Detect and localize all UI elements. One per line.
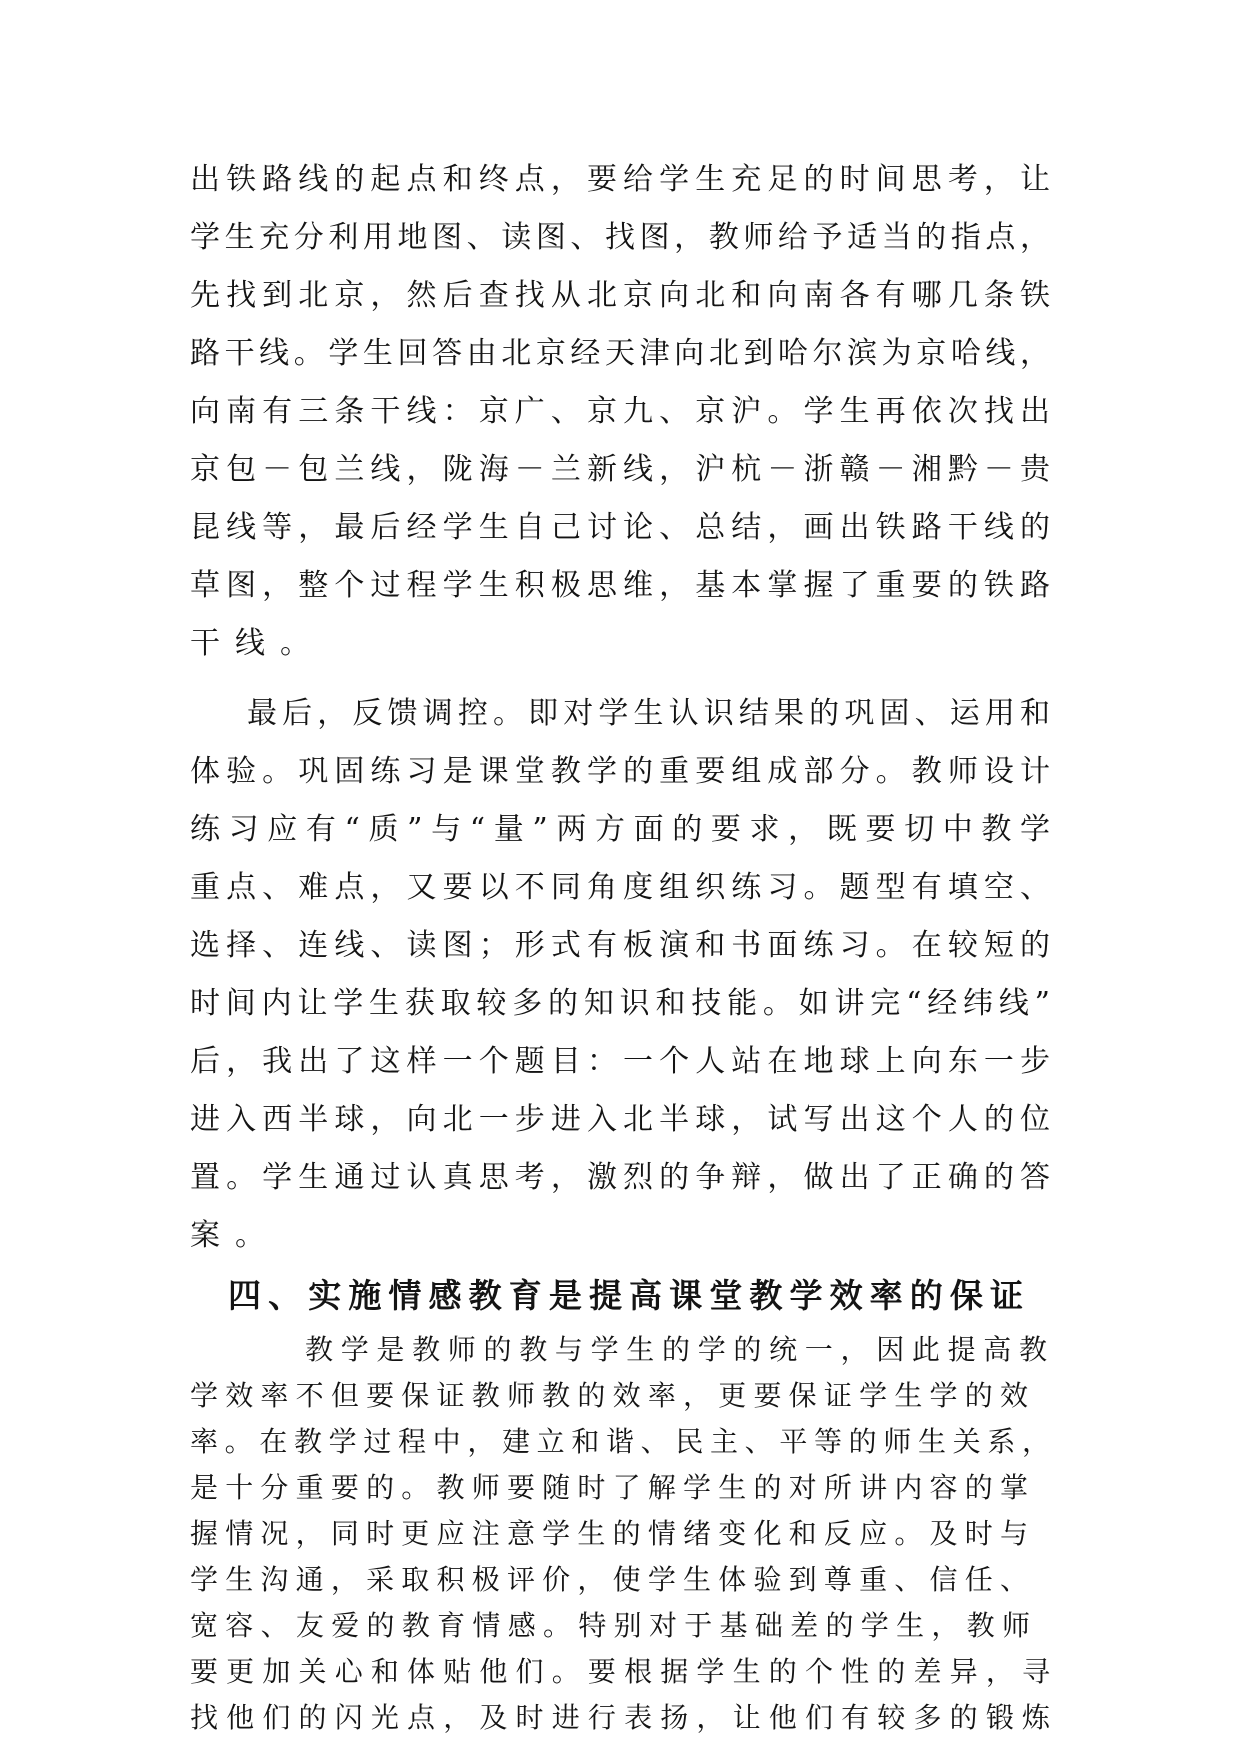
paragraph-2-line-6: 时间内让学生获取较多的知识和技能。如讲完“经纬线” <box>190 986 1050 1021</box>
section-heading: 四、实施情感教育是提高课堂教学效率的保证 <box>228 1276 1023 1315</box>
paragraph-3-line-1: 教学是教师的教与学生的学的统一，因此提高教 <box>305 1333 1047 1366</box>
paragraph-2-line-10: 案。 <box>190 1218 280 1253</box>
paragraph-2-line-3: 练习应有“质”与“量”两方面的要求，既要切中教学 <box>190 812 1050 847</box>
paragraph-1-line-8: 草图，整个过程学生积极思维，基本掌握了重要的铁路 <box>190 568 1050 603</box>
paragraph-2-line-2: 体验。巩固练习是课堂教学的重要组成部分。教师设计 <box>190 754 1050 789</box>
paragraph-3-line-6: 学生沟通，采取积极评价，使学生体验到尊重、信任、 <box>190 1563 1028 1596</box>
paragraph-3-line-2: 学效率不但要保证教师教的效率，更要保证学生学的效 <box>190 1379 1028 1412</box>
paragraph-2-line-5: 选择、连线、读图；形式有板演和书面练习。在较短的 <box>190 928 1050 963</box>
paragraph-1-line-9: 干线。 <box>190 626 325 661</box>
paragraph-1-line-7: 昆线等，最后经学生自己讨论、总结，画出铁路干线的 <box>190 510 1050 545</box>
paragraph-3-line-4: 是十分重要的。教师要随时了解学生的对所讲内容的掌 <box>190 1471 1028 1504</box>
paragraph-1-line-3: 先找到北京，然后查找从北京向北和向南各有哪几条铁 <box>190 278 1050 313</box>
paragraph-1-line-4: 路干线。学生回答由北京经天津向北到哈尔滨为京哈线， <box>190 336 1050 371</box>
paragraph-2-line-4: 重点、难点，又要以不同角度组织练习。题型有填空、 <box>190 870 1050 905</box>
paragraph-2-line-1: 最后，反馈调控。即对学生认识结果的巩固、运用和 <box>247 696 1050 731</box>
paragraph-3-line-5: 握情况，同时更应注意学生的情绪变化和反应。及时与 <box>190 1517 1028 1550</box>
paragraph-2-line-9: 置。学生通过认真思考，激烈的争辩，做出了正确的答 <box>190 1160 1050 1195</box>
paragraph-1-line-5: 向南有三条干线：京广、京九、京沪。学生再依次找出 <box>190 394 1050 429</box>
paragraph-1-line-2: 学生充分利用地图、读图、找图，教师给予适当的指点， <box>190 220 1050 255</box>
paragraph-3-line-8: 要更加关心和体贴他们。要根据学生的个性的差异，寻 <box>190 1655 1050 1688</box>
paragraph-1-line-1: 出铁路线的起点和终点，要给学生充足的时间思考，让 <box>190 162 1050 197</box>
paragraph-3-line-9: 找他们的闪光点，及时进行表扬，让他们有较多的锻炼 <box>190 1701 1050 1734</box>
paragraph-3-line-3: 率。在教学过程中，建立和谐、民主、平等的师生关系， <box>190 1425 1050 1458</box>
paragraph-2-line-8: 进入西半球，向北一步进入北半球，试写出这个人的位 <box>190 1102 1050 1137</box>
paragraph-2-line-7: 后，我出了这样一个题目：一个人站在地球上向东一步 <box>190 1044 1050 1079</box>
paragraph-1-line-6: 京包－包兰线，陇海－兰新线，沪杭－浙赣－湘黔－贵 <box>190 452 1050 487</box>
paragraph-3-line-7: 宽容、友爱的教育情感。特别对于基础差的学生，教师 <box>190 1609 1030 1642</box>
